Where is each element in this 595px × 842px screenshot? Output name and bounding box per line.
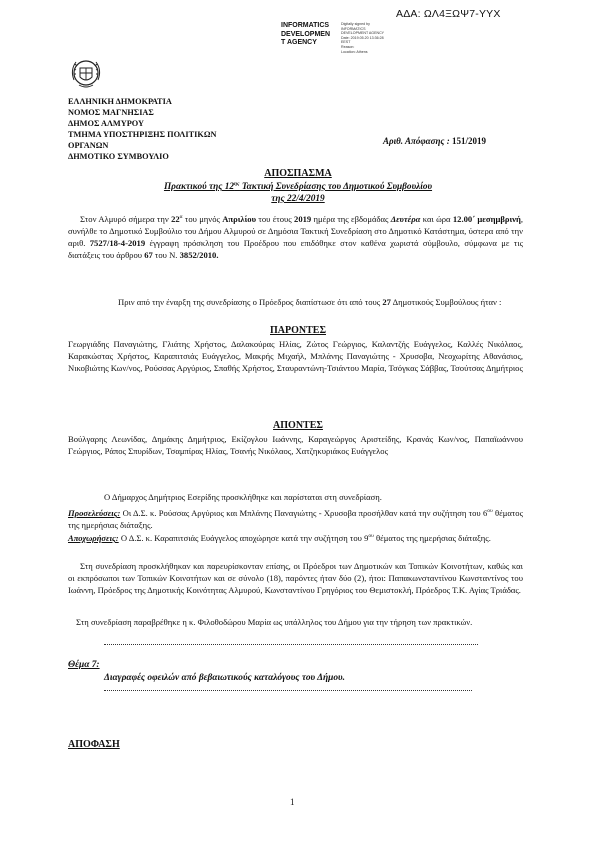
quorum-paragraph: Πριν από την έναρξη της συνεδρίασης ο Πρόεδρος διαπίστωσε ότι από τους 27 Δημοτικούς Συμβούλους ήταν : (118, 297, 502, 307)
authority-header (68, 96, 216, 162)
present-members: Γεωργιάδης Παναγιώτης, Γλιάτης Χρήστος, Δαλακούρας Ηλίας, Ζώτος Γεώργιος, Καλαντζής Ευάγγελος, Καλλές Νικόλαος, Καρακώστας Χρήστος, Καραπιτσιάς Ευάγγελος, Μακρής Μιχαήλ, Μπλάνης Παναγιώτης - Χρυσοβα, Νεοχωρίτης Αθανάσιος, Νικοβιώτης Κων/νος, Ρούσσας Αργύριος, Σπαθής Χρήστος, Σταυραντώνη-Τσιάντου Μαρία, Τσόγκας Σάββας, Τσούτσας Δημήτριος (68, 339, 523, 374)
digital-signature-block (341, 22, 401, 54)
decision-heading: ΑΠΟΦΑΣΗ (68, 739, 120, 750)
signature-line: INFORMATICS (341, 26, 366, 31)
agency-line: INFORMATICS (281, 22, 330, 29)
agency-line: T AGENCY (281, 39, 317, 46)
intro-paragraph: Στον Αλμυρό σήμερα την $22^\alpha$ του μηνός Απριλίου του έτους 2019 ημέρα της εβδομάδας Δευτέρα και ώρα 12.00΄ μεσημβρινή, συνήλθε το Δημοτικό Συμβούλιο του Δήμου Αλμυρού σε Δημόσια Τακτική Συνεδρίαση στο Δημοτικό Κατάστημα, ύστερα από την αριθ. 7527/18-4-2019 έγγραφη πρόσκληση του Προέδρου που επιδόθηκε στον καθένα χωριστά σύμβουλο, σύμφωνα με τις διατάξεις του άρθρου 67 του Ν. 3852/2010. (68, 213, 524, 261)
authority-line: ΔΗΜΟΤΙΚΟ ΣΥΜΒΟΥΛΙΟ (68, 152, 169, 161)
signature-line: Location: Athens (341, 49, 368, 54)
ada-code: ΑΔΑ: ΩΛ4ΞΩΨ7-ΥΥΧ (396, 8, 501, 20)
signature-line: Reason: (341, 44, 355, 49)
agency-line: DEVELOPMEN (281, 30, 331, 38)
authority-line: ΤΜΗΜΑ ΥΠΟΣΤΗΡΙΞΗΣ ΠΟΛΙΤΙΚΩΝ (68, 130, 217, 139)
signature-line: Digitally signed by (341, 22, 370, 26)
meeting-date: της 22/4/2019 (271, 194, 325, 204)
dotted-divider (104, 643, 478, 645)
signature-line: EEST (341, 40, 351, 45)
page-number: 1 (290, 797, 295, 807)
absent-members: Βούλγαρης Λεωνίδας, Δημάκης Δημήτριος, Εκίζογλου Ιωάννης, Καραγεώργος Αριστείδης, Κρανάς Κων/νος, Παπαϊωάννου Γεώργιος, Ράπος Σπυρίδων, Τσαμπίρας Ηλίας, Τσανής Νικόλαος, Χατζηκυριάκος Ευάγγελος (68, 434, 523, 457)
arrivals-label: Προσελεύσεις: (68, 507, 121, 518)
authority-line: ΔΗΜΟΣ ΑΛΜΥΡΟΥ (68, 119, 145, 128)
minutes-title-text: Τακτική Συνεδρίασης του Δημοτικού Συμβουλίου (239, 182, 433, 193)
informatics-agency-label (281, 22, 330, 48)
dotted-divider (104, 689, 472, 691)
signature-line: DEVELOPMENT AGENCY (341, 31, 385, 36)
minutes-title-sup: ης (234, 181, 240, 187)
absent-heading: ΑΠΟΝΤΕΣ (273, 420, 323, 431)
signature-line: Date: 2019.05.20 13:36:28 (341, 35, 384, 40)
decision-number-label: Αριθ. Απόφασης : (383, 136, 452, 146)
departures-paragraph: Αποχωρήσεις: Ο Δ.Σ. κ. Καραπιτσιάς Ευάγγελος αποχώρησε κατά την συζήτηση του $9^{o\upsilon}$ θέματος της ημερήσιας διάταξης. (68, 532, 491, 543)
authority-line: ΝΟΜΟΣ ΜΑΓΝΗΣΙΑΣ (68, 108, 154, 117)
present-heading: ΠΑΡΟΝΤΕΣ (270, 325, 326, 336)
theme-label: Θέμα 7: (68, 660, 100, 670)
decision-number (383, 136, 486, 146)
theme-text: Διαγραφές οφειλών από βεβαιωτικούς καταλόγους του Δήμου. (104, 673, 345, 683)
mayor-statement: Ο Δήμαρχος Δημήτριος Εσερίδης προσκλήθηκε και παρίσταται στη συνεδρίαση. (104, 492, 382, 502)
greek-coat-of-arms-icon (66, 52, 106, 92)
minutes-title-text: Πρακτικού της 12 (163, 182, 235, 193)
departures-label: Αποχωρήσεις: (68, 532, 119, 543)
authority-line: ΕΛΛΗΝΙΚΗ ΔΗΜΟΚΡΑΤΙΑ (68, 97, 172, 106)
authority-line: ΟΡΓΑΝΩΝ (68, 141, 109, 150)
excerpt-title: ΑΠΟΣΠΑΣΜΑ (264, 168, 332, 179)
arrivals-paragraph: Προσελεύσεις: Οι Δ.Σ. κ. Ρούσσας Αργύριος και Μπλάνης Παναγιώτης - Χρυσοβα προσήλθαν κατά την συζήτηση του $6^{o\upsilon}$ θέματος της ημερήσιας διάταξης. (68, 507, 523, 530)
secretary-paragraph: Στη συνεδρίαση παραβρέθηκε η κ. Φιλοθοδώρου Μαρία ως υπάλληλος του Δήμου για την τήρηση των πρακτικών. (76, 617, 473, 627)
minutes-title (68, 181, 528, 192)
decision-number-value: 151/2019 (451, 136, 486, 146)
community-presidents-paragraph: Στη συνεδρίαση προσκλήθηκαν και παρευρίσκονταν επίσης, οι Πρόεδροι των Δημοτικών και Τοπικών Κοινοτήτων, καθώς και οι εκπρόσωποι των Τοπικών Κοινοτήτων και σε σύνολο (18), παρόντες ήταν δύο (2), ήτοι: Παπακωνσταντίνου Κωνσταντίνος του Ιωάννη, Πρόεδρος της Δημοτικής Κοινότητας Αλμυρού, Κωνσταντίνου Γρηγόριος του Θεμιστοκλή, Πρόεδρος Τ.Κ. Αγίας Τριάδας. (68, 561, 523, 596)
